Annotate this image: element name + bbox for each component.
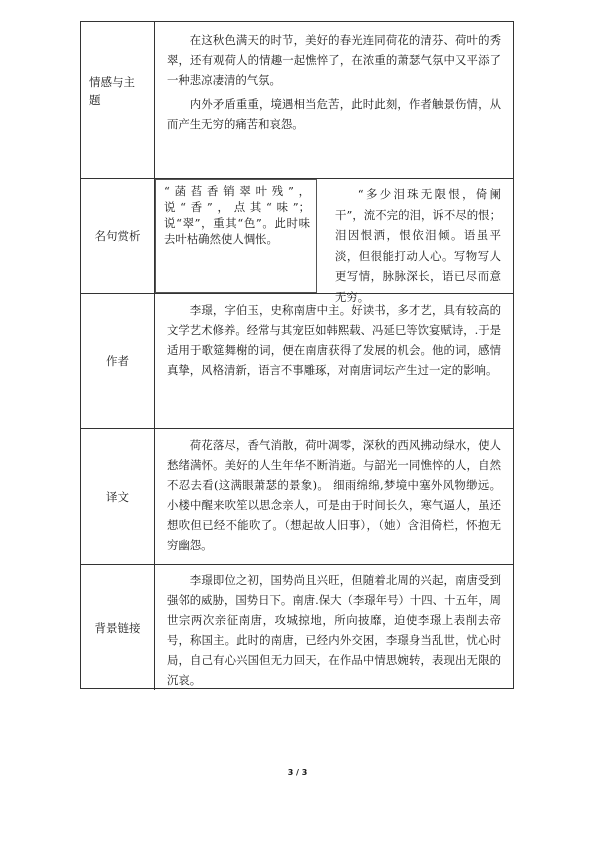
table-row-background [81,565,513,690]
page-number: 3 / 3 [287,768,308,777]
paragraph: 李璟，字伯玉，史称南唐中主。好读书，多才艺，具有较高的文学艺术修养。经常与其宠臣如韩熙载、冯延巳等饮宴赋诗，.于是适用于歌筵舞榭的词，便在南唐获得了发展的机会。他的词，感情真挚，风格清新，语言不事雕琢，对南唐词坛产生过一定的影响。 [167,303,501,377]
table-row-author [81,294,513,429]
row-label [81,565,155,690]
paragraph: “多少泪珠无限恨，倚阑干”，流不完的泪，诉不尽的恨；泪因恨洒，恨依泪倾。语虽平淡，但很能打动人心。写物写人更写情，脉脉深长，语已尽而意无穷。 [335,187,501,304]
row-content [155,565,513,690]
famous-line-right-analysis [325,179,513,304]
row-label [81,429,155,564]
table-row-famous-lines [81,179,513,304]
label-famous-lines: 名句赏析 [94,229,141,243]
paragraph: 荷花落尽，香气消散，荷叶凋零，深秋的西风拂动绿水，使人愁绪满怀。美好的人生年华不断消逝。与韶光一同憔悴的人，自然不忍去看(这满眼萧瑟的景象)。 细雨绵绵,梦境中塞外风物缈远。小楼中醒来吹笙以思念亲人，可是由于时间长久，寒气逼人，虽还想吹但已经不能吹了。（想起故人旧事），（她）含泪倚栏，怀抱无穷幽怨。 [167,438,501,552]
content-table [80,21,514,689]
paragraph: 内外矛盾重重，境遇相当危苦，此时此刻，作者触景伤情，从而产生无穷的痛苦和哀怨。 [167,97,501,131]
row-content [155,429,513,564]
row-content [155,294,513,428]
table-row-translation [81,429,513,565]
table-row-emotion-theme [81,22,513,179]
paragraph: 在这秋色满天的时节，美好的春光连同荷花的清芬、荷叶的秀翠，还有观荷人的情趣一起憔悴了，在浓重的萧瑟气氛中又平添了一种悲凉凄清的气氛。 [167,33,501,87]
row-label [81,179,155,293]
row-label [81,22,155,178]
famous-line-left-analysis: “菡萏香销翠叶残”，说“香”，点其“味”；说“翠”，重其“色”。此时味去叶枯确然使人惆怅。 [155,179,317,293]
label-background: 背景链接 [94,621,141,635]
row-label [81,294,155,428]
label-translation: 译文 [106,490,129,504]
label-author: 作者 [106,354,129,368]
row-content [155,22,513,178]
paragraph: 李璟即位之初，国势尚且兴旺，但随着北周的兴起，南唐受到强邻的威胁，国势日下。南唐.保大（李璟年号）十四、十五年，周世宗两次亲征南唐，攻城掠地，所向披靡，迫使李璟上表削去帝号，称国主。此时的南唐，已经内外交困，李璟身当乱世，忧心时局，自己有心兴国但无力回天，在作品中情思婉转，表现出无限的沉哀。 [167,573,501,687]
label-emotion-theme: 情感与主题 [89,75,135,107]
